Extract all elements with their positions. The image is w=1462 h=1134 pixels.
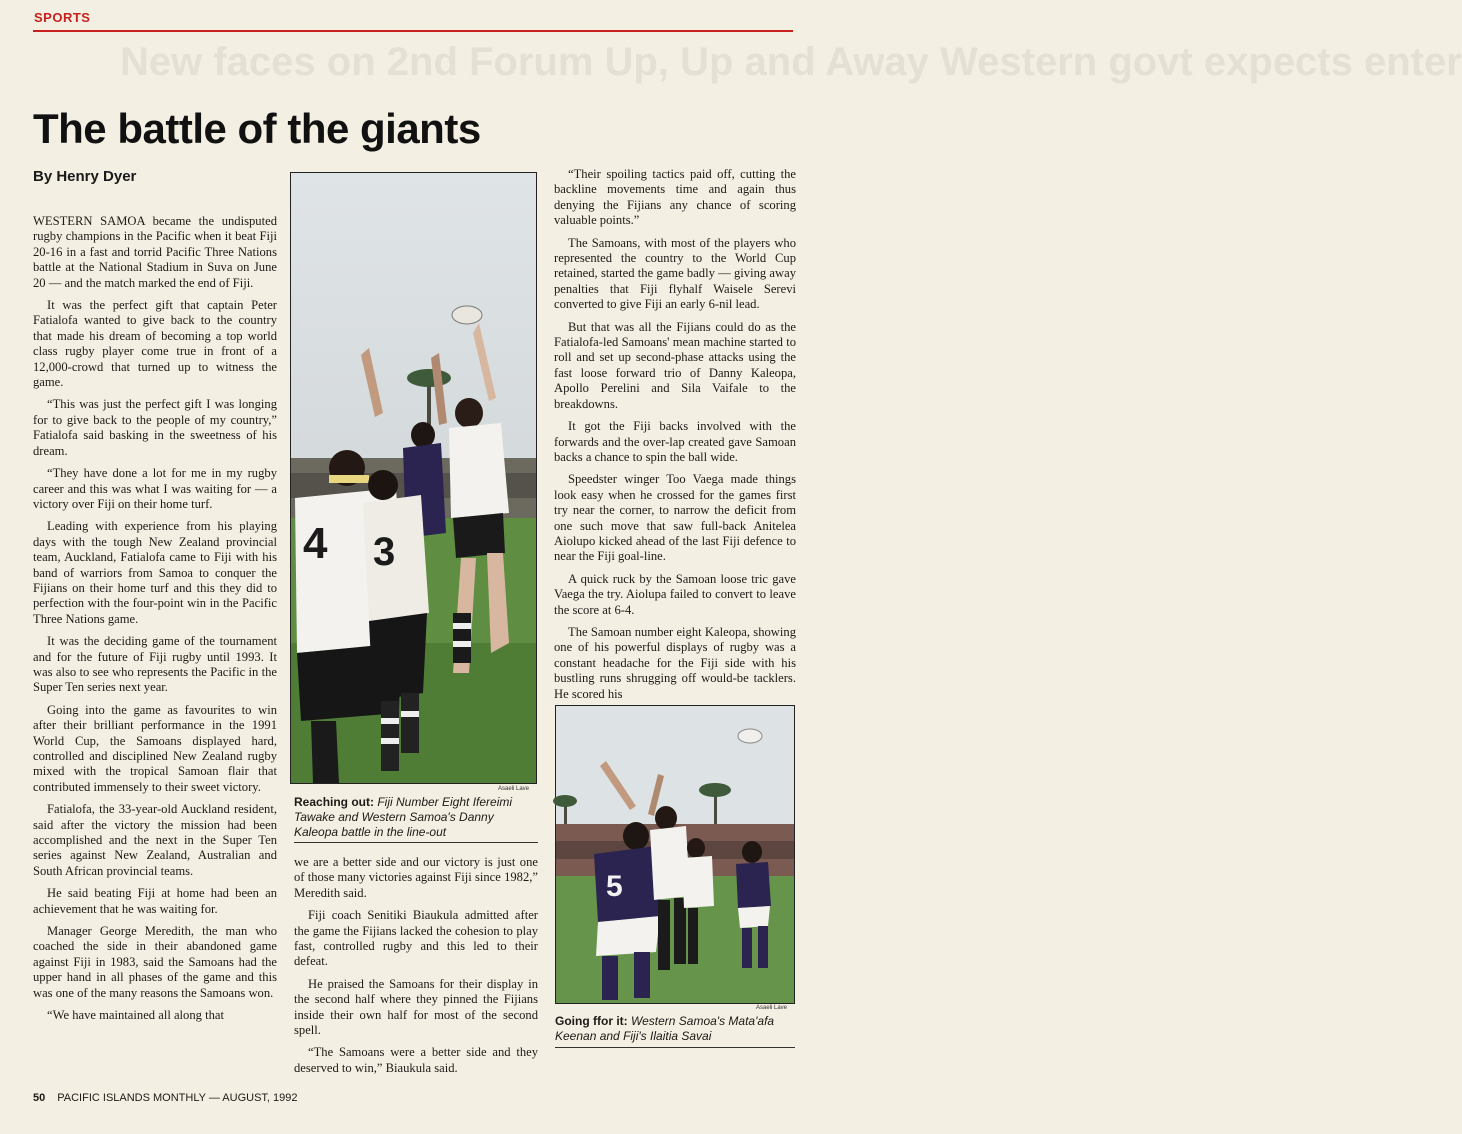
paragraph: Going into the game as favourites to win after their brilliant performance in the 1991 World Cup, the Samoans displayed hard, controlled and disciplined New Zealand rugby mixed with the tropical Samoan flair that contributed immensely to their sweet victory. [33, 702, 277, 794]
paragraph: It was the deciding game of the tournament and for the future of Fiji rugby until 1993. It was also to see who represents the Pacific in the Super Ten series next year. [33, 634, 277, 695]
paragraph: But that was all the Fijians could do as the Fatialofa-led Samoans' mean machine started to roll and set up second-phase attacks using the fast loose forward trio of Danny Kaleopa, Apollo Perelini and Sila Vaifale to the breakdowns. [554, 319, 796, 411]
article-headline: The battle of the giants [33, 105, 481, 152]
paragraph: The Samoan number eight Kaleopa, showing one of his powerful displays of rugby was a constant headache for the Fiji side with his bustling runs shrugging off would-be tacklers. He scored his [554, 624, 796, 701]
paragraph: The Samoans, with most of the players who represented the country to the World Cup retained, started the game badly — giving away penalties that Fiji flyhalf Waisele Serevi converted to give Fiji an early 6-nil lead. [554, 235, 796, 312]
byline: By Henry Dyer [33, 168, 137, 185]
jersey-number: 5 [606, 870, 623, 903]
jersey-number: 3 [373, 530, 396, 574]
paragraph: WESTERN SAMOA became the undisputed rugby champions in the Pacific when it beat Fiji 20-16 in a fast and torrid Pacific Three Nations battle at the National Stadium in Suva on June 20 — and the match marked the end of Fiji. [33, 214, 277, 290]
photo-credit: Asaeli Lave [498, 786, 530, 792]
column-2 [294, 855, 538, 1083]
section-label: SPORTS [34, 10, 91, 25]
column-3 [554, 167, 796, 709]
bleed-through-text: New faces on 2nd Forum Up, Up and Away Western govt expects enter [120, 40, 1462, 84]
paragraph: A quick ruck by the Samoan loose tric gave Vaega the try. Aiolupa failed to convert to leave the score at 6-4. [554, 571, 796, 617]
action-illustration [556, 706, 794, 1003]
caption-body: Fiji Number Eight Ifereimi Tawake and Western Samoa's Danny Kaleopa battle in the line-out [294, 795, 513, 839]
paragraph: It was the perfect gift that captain Peter Fatialofa wanted to give back to the country that made his dream of becoming a top world class rugby player come true in front of a 12,000-crowd that turned up to witness the game. [33, 298, 277, 390]
jersey-number: 4 [303, 519, 328, 568]
photo-caption [555, 1014, 795, 1044]
paragraph: Leading with experience from his playing days with the tough New Zealand provincial team, Auckland, Fatialofa came to Fiji with his band of warriors from Samoa to conquer the Fijians on their home turf and this they did to perfection with the four-point win in the Pacific Three Nations game. [33, 519, 277, 626]
page-number: 50 [33, 1092, 46, 1104]
photo-credit: Asaeli Lave [756, 1005, 788, 1011]
page-footer [33, 1092, 297, 1104]
caption-rule [294, 842, 538, 843]
paragraph: He praised the Samoans for their display in the second half where they pinned the Fijians inside their own half for most of the second spell. [294, 976, 538, 1038]
lineout-illustration [291, 173, 536, 783]
publication-line: PACIFIC ISLANDS MONTHLY — AUGUST, 1992 [57, 1092, 298, 1104]
paragraph: “They have done a lot for me in my rugby career and this was what I was waiting for — a victory over Fiji on their home turf. [33, 466, 277, 511]
paragraph: “This was just the perfect gift I was longing for to give back to the people of my country,” Fatialofa said basking in the sweetness of his dream. [33, 397, 277, 458]
paragraph: Manager George Meredith, the man who coached the side in their abandoned game against Fiji in 1983, said the Samoans had the upper hand in all phases of the game and this was one of the many reasons the Samoans won. [33, 924, 277, 1000]
paragraph: Speedster winger Too Vaega made things look easy when he crossed for the games first try near the corner, to narrow the deficit from one such move that saw full-back Anitelea Aiolupo kicked ahead of the last Fiji defence to near the Fiji goal-line. [554, 472, 796, 564]
caption-rule [555, 1047, 795, 1048]
lineout-photo [290, 172, 537, 784]
paragraph: It got the Fiji backs involved with the forwards and the over-lap created gave Samoan backs a chance to spin the ball wide. [554, 419, 796, 464]
caption-lead: Going ffor it: [555, 1014, 628, 1028]
caption-body: Western Samoa's Mata'afa Keenan and Fiji's Ilaitia Savai [555, 1014, 775, 1043]
section-rule [33, 30, 793, 32]
column-1 [33, 214, 277, 1031]
paragraph: “Their spoiling tactics paid off, cutting the backline movements time and again thus denying the Fijians any chance of scoring valuable points.” [554, 167, 796, 228]
action-photo [555, 705, 795, 1004]
photo-caption [294, 795, 540, 840]
paragraph: we are a better side and our victory is just one of those many victories against Fiji since 1982,” Meredith said. [294, 855, 538, 900]
paragraph: He said beating Fiji at home had been an achievement that he was waiting for. [33, 886, 277, 916]
caption-lead: Reaching out: [294, 795, 374, 809]
paragraph: “We have maintained all along that [47, 1008, 224, 1023]
paragraph: Fatialofa, the 33-year-old Auckland resident, said after the victory the mission had been accomplished and the next in the Super Ten series against New Zealand, Australian and South African provincial teams. [33, 802, 277, 878]
paragraph: “The Samoans were a better side and they deserved to win,” Biaukula said. [294, 1045, 538, 1075]
paragraph: Fiji coach Senitiki Biaukula admitted after the game the Fijians lacked the cohesion to play fast, controlled rugby and this led to their defeat. [294, 908, 538, 969]
